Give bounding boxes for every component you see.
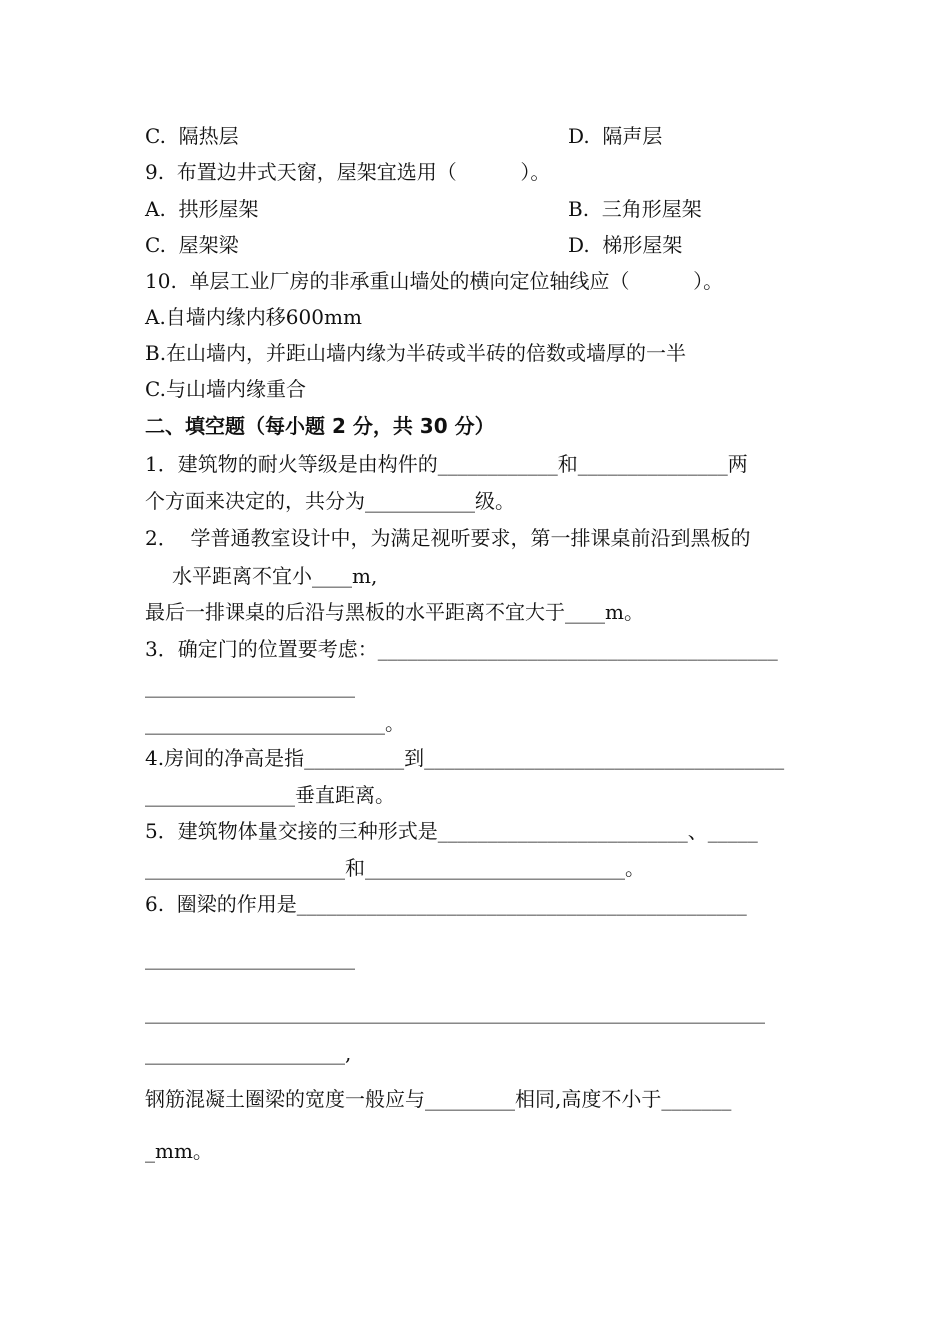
fill-q6-line6: _mm。 [145,1139,213,1163]
fill-q3-line1: 3．确定门的位置要考虑：________________________________________ [145,637,778,661]
q8-option-d: D. 隔声层 [568,124,663,148]
fill-q5-line2: ____________________和__________________________。 [145,856,645,880]
q10-option-b: B.在山墙内，并距山墙内缘为半砖或半砖的倍数或墙厚的一半 [145,341,687,365]
fill-q2-line1: 2． 学普通教室设计中，为满足视听要求，第一排课桌前沿到黑板的 [145,526,751,550]
fill-q6-line5: 钢筋混凝土圈梁的宽度一般应与_________相同,高度不小于_______ [145,1087,732,1111]
q9-option-b: B. 三角形屋架 [568,197,702,221]
fill-q2-line3: 最后一排课桌的后沿与黑板的水平距离不宜大于____m。 [145,600,644,624]
fill-q3-line2: _____________________ [145,674,355,698]
q9-stem: 9. 布置边井式天窗，屋架宜选用（ ）。 [145,160,551,184]
q10-option-c: C.与山墙内缘重合 [145,377,306,401]
fill-q1-line1: 1．建筑物的耐火等级是由构件的____________和_______________两 [145,452,748,476]
fill-q6-line4: ____________________, [145,1041,352,1065]
fill-q6-line3: ______________________________________________________________ [145,1000,765,1024]
fill-q6-line2: _____________________ [145,946,355,970]
q10-option-a: A.自墙内缘内移600mm [145,305,362,329]
fill-q3-line3: ________________________。 [145,711,405,735]
fill-q6-line1: 6. 圈梁的作用是_____________________________________________ [145,892,747,916]
q9-option-a: A. 拱形屋架 [145,197,259,221]
q10-stem: 10. 单层工业厂房的非承重山墙处的横向定位轴线应（ ）。 [145,269,724,293]
q9-option-d: D. 梯形屋架 [568,233,683,257]
fill-q2-line2: 水平距离不宜小____m, [172,564,378,588]
section-title: 二、填空题（每小题 2 分，共 30 分） [145,414,495,438]
q8-option-c: C. 隔热层 [145,124,239,148]
fill-q4-line2: _______________垂直距离。 [145,783,395,807]
q9-option-c: C. 屋架梁 [145,233,239,257]
fill-q4-line1: 4.房间的净高是指__________到____________________________________ [145,746,785,770]
fill-q5-line1: 5．建筑物体量交接的三种形式是_________________________、_____ [145,819,758,843]
fill-q1-line2: 个方面来决定的，共分为___________级。 [145,489,515,513]
